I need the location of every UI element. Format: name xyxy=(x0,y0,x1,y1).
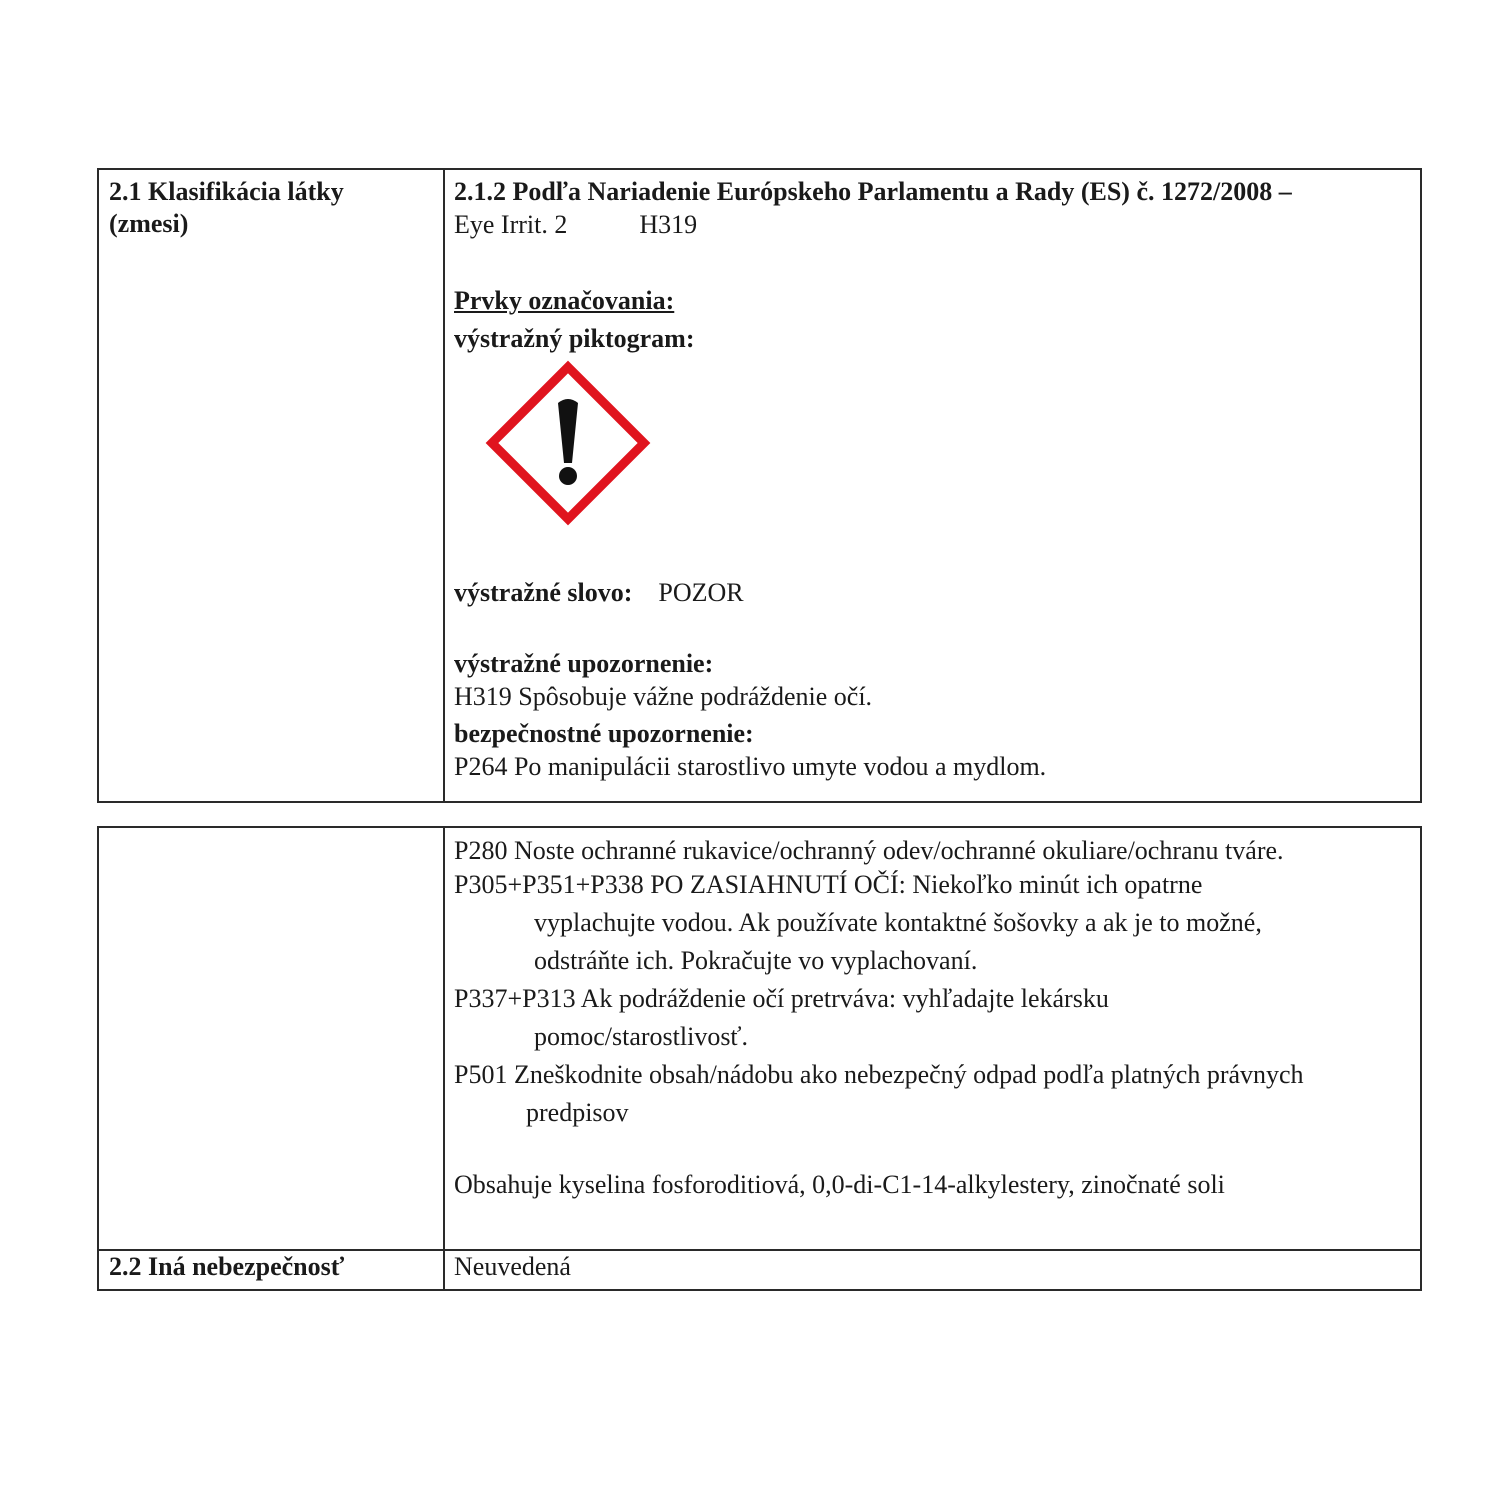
pictogram-heading: výstražný piktogram: xyxy=(454,324,695,353)
precautionary-p305-line1: P305+P351+P338 PO ZASIAHNUTÍ OČÍ: Niekoľko minút ich opatrne xyxy=(454,870,1203,899)
classification-table xyxy=(97,168,1422,803)
precautionary-p280: P280 Noste ochranné rukavice/ochranný odev/ochranné okuliare/ochranu tváre. xyxy=(454,836,1284,865)
precautionary-heading: bezpečnostné upozornenie: xyxy=(454,719,754,748)
section-2-1-content-cell xyxy=(445,170,1420,801)
classification-line xyxy=(454,208,1411,242)
precautionary-p501-line1: P501 Zneškodnite obsah/nádobu ako nebezpečný odpad podľa platných právnych xyxy=(454,1060,1304,1089)
precautionary-p337-line2: pomoc/starostlivosť. xyxy=(534,1022,749,1051)
exclamation-mark-diamond-icon xyxy=(484,359,652,527)
section-2-1-continued-label-cell xyxy=(99,828,445,1249)
labeling-heading: Prvky označovania: xyxy=(454,286,675,315)
precautionary-p501-line2: predpisov xyxy=(526,1098,629,1127)
section-2-2-label-cell xyxy=(99,1249,445,1289)
hazard-statement: H319 Spôsobuje vážne podráždenie očí. xyxy=(454,682,873,711)
precautionary-p305-line2: vyplachujte vodou. Ak používate kontaktné šošovky a ak je to možné, xyxy=(534,908,1262,937)
section-2-2-value-cell xyxy=(445,1249,1420,1289)
section-2-1-continued-content-cell xyxy=(445,828,1420,1249)
regulation-heading: 2.1.2 Podľa Nariadenie Európskeho Parlamentu a Rady (ES) č. 1272/2008 – xyxy=(454,177,1292,206)
signal-word: POZOR xyxy=(658,578,744,607)
section-2-1-label-line2: (zmesi) xyxy=(109,209,189,238)
signal-word-line xyxy=(454,576,1411,610)
section-2-1-label-line1: 2.1 Klasifikácia látky xyxy=(109,177,344,206)
hazard-code: H319 xyxy=(639,210,698,239)
section-2-1-row xyxy=(99,170,1420,801)
signal-word-label: výstražné slovo: xyxy=(454,578,633,607)
precautionary-p264: P264 Po manipulácii starostlivo umyte vodou a mydlom. xyxy=(454,752,1047,781)
section-2-1-continued-row xyxy=(99,828,1420,1251)
classification-table-continued xyxy=(97,826,1422,1291)
section-2-2-value: Neuvedená xyxy=(454,1252,571,1281)
precautionary-p337-line1: P337+P313 Ak podráždenie očí pretrváva: vyhľadajte lekársku xyxy=(454,984,1109,1013)
precautionary-p305-line3: odstráňte ich. Pokračujte vo vyplachovaní. xyxy=(534,946,978,975)
classification-code: Eye Irrit. 2 xyxy=(454,210,568,239)
section-2-1-label-cell xyxy=(99,170,445,801)
contains-statement: Obsahuje kyselina fosforoditiová, 0,0-di-C1-14-alkylestery, zinočnaté soli xyxy=(454,1170,1225,1199)
hazard-statement-heading: výstražné upozornenie: xyxy=(454,649,714,678)
section-2-2-label: 2.2 Iná nebezpečnosť xyxy=(109,1252,345,1281)
section-2-2-row xyxy=(99,1249,1420,1289)
